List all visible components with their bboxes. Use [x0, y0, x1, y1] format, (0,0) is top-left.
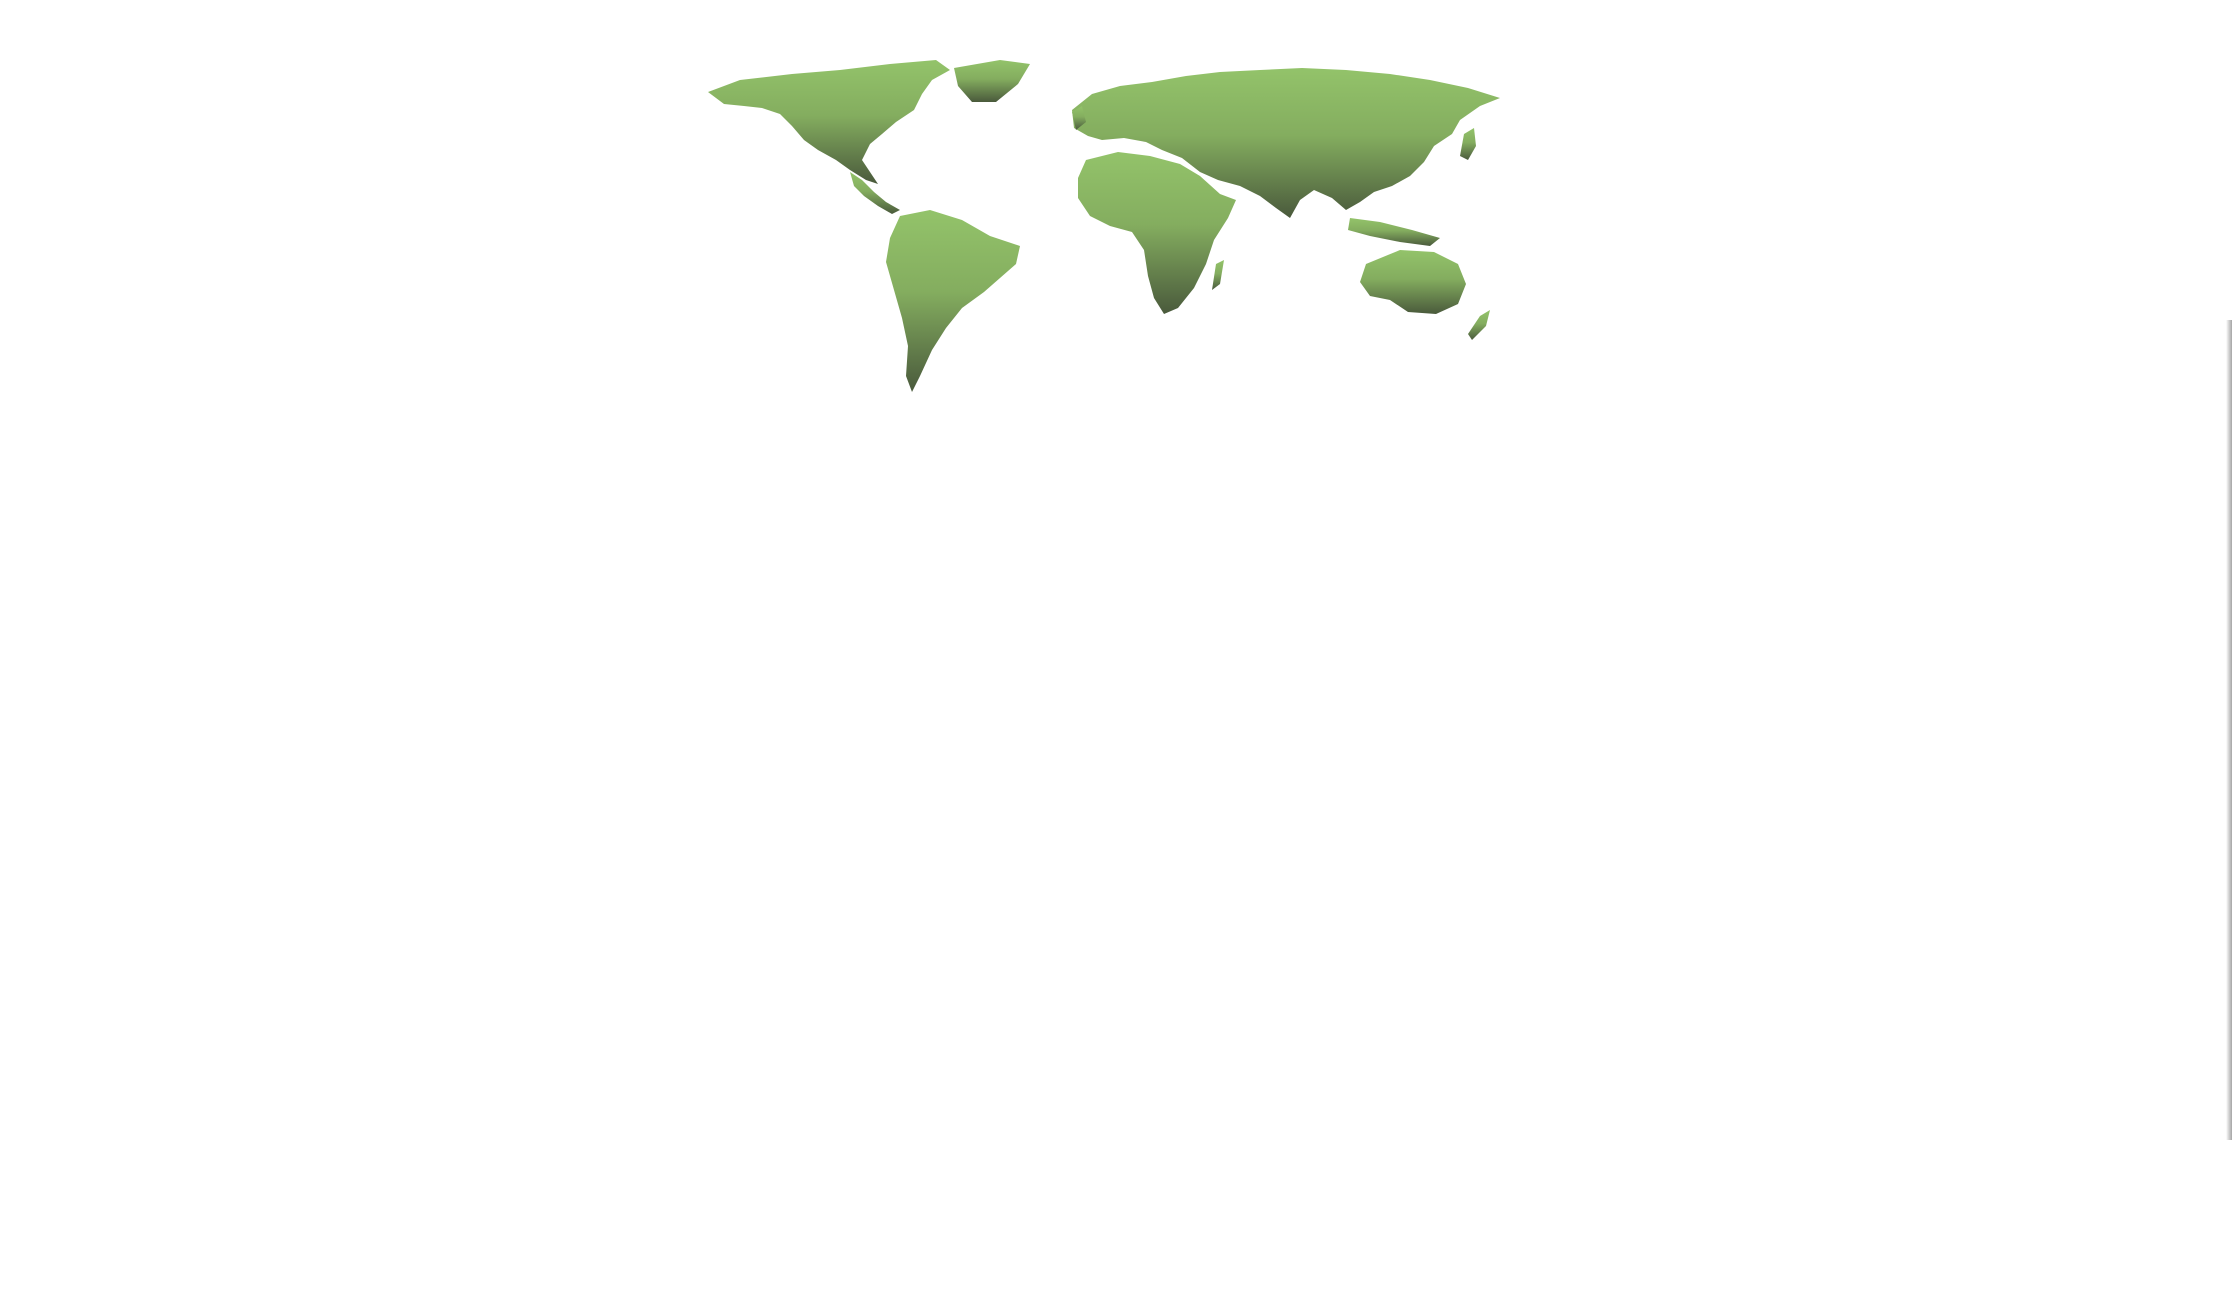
- greenland-shape: [954, 60, 1030, 102]
- world-map-icon: [700, 50, 1590, 400]
- south-america-shape: [886, 210, 1020, 392]
- new-zealand-shape: [1468, 310, 1490, 340]
- australia-shape: [1360, 250, 1466, 314]
- english-text-column: [156, 390, 1136, 426]
- madagascar-shape: [1212, 260, 1224, 290]
- central-america-shape: [850, 172, 900, 214]
- french-text-column: [1178, 390, 2148, 426]
- north-america-shape: [708, 60, 950, 184]
- scan-edge-shadow: [2226, 320, 2232, 1140]
- southeast-asia-shape: [1348, 218, 1440, 246]
- japan-shape: [1460, 128, 1476, 160]
